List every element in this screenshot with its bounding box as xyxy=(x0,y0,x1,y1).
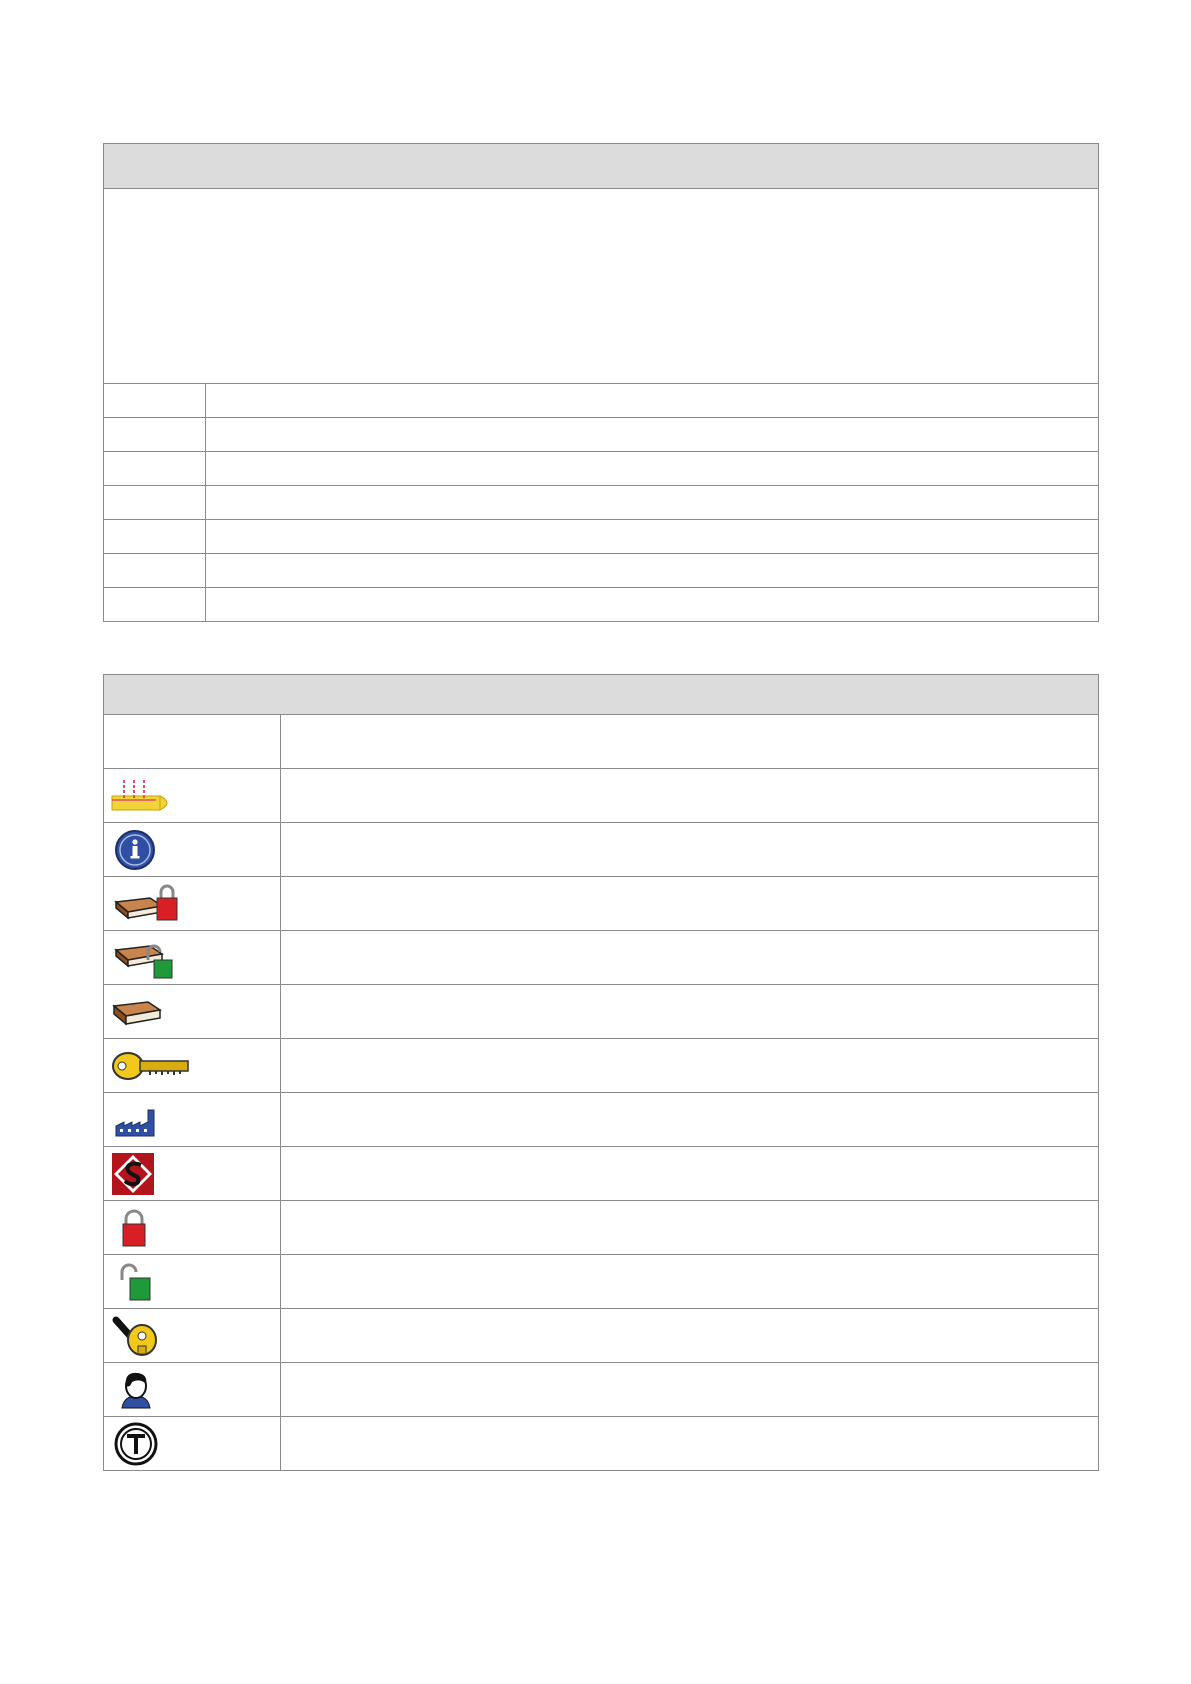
book-icon xyxy=(110,992,280,1032)
table-row xyxy=(104,1363,1099,1417)
top-table-description xyxy=(104,189,1099,384)
description-column-header xyxy=(281,715,1099,769)
key-pen-icon xyxy=(110,1314,280,1358)
row-value xyxy=(206,588,1099,622)
icon-description xyxy=(281,1039,1099,1093)
book-unlocked-icon xyxy=(110,936,280,980)
table-row xyxy=(104,769,1099,823)
icon-description xyxy=(281,985,1099,1039)
icon-description xyxy=(281,1417,1099,1471)
factory-icon xyxy=(110,1100,280,1140)
table-row xyxy=(104,1147,1099,1201)
row-key xyxy=(104,452,206,486)
table-row xyxy=(104,1039,1099,1093)
row-key xyxy=(104,384,206,418)
top-table-header xyxy=(104,144,1099,189)
row-value xyxy=(206,452,1099,486)
icon-description xyxy=(281,1255,1099,1309)
icon-description xyxy=(281,1201,1099,1255)
circle-t-icon xyxy=(110,1421,280,1467)
table-row xyxy=(104,1309,1099,1363)
table-row xyxy=(104,877,1099,931)
table-row xyxy=(104,1255,1099,1309)
icon-table-header xyxy=(104,675,1099,715)
icon-description xyxy=(281,769,1099,823)
user-icon xyxy=(110,1368,280,1412)
icon-legend-table xyxy=(103,674,1099,1471)
table-row xyxy=(104,1201,1099,1255)
table-row xyxy=(104,1417,1099,1471)
row-key xyxy=(104,588,206,622)
table-row xyxy=(104,931,1099,985)
icon-description xyxy=(281,931,1099,985)
row-key xyxy=(104,554,206,588)
icon-description xyxy=(281,1147,1099,1201)
icon-description xyxy=(281,1309,1099,1363)
row-key xyxy=(104,418,206,452)
table-row xyxy=(104,1093,1099,1147)
icon-description xyxy=(281,877,1099,931)
thermometer-flag-icon xyxy=(110,776,280,816)
row-value xyxy=(206,554,1099,588)
service-diamond-icon xyxy=(110,1151,280,1197)
row-key xyxy=(104,520,206,554)
padlock-closed-icon xyxy=(110,1206,280,1250)
row-value xyxy=(206,520,1099,554)
icon-description xyxy=(281,1363,1099,1417)
info-icon xyxy=(110,828,280,872)
icon-description xyxy=(281,1093,1099,1147)
key-icon xyxy=(110,1046,280,1086)
table-row xyxy=(104,985,1099,1039)
icon-column-header xyxy=(104,715,281,769)
table-row xyxy=(104,823,1099,877)
row-value xyxy=(206,486,1099,520)
row-key xyxy=(104,486,206,520)
icon-description xyxy=(281,823,1099,877)
row-value xyxy=(206,384,1099,418)
padlock-open-icon xyxy=(110,1260,280,1304)
top-table xyxy=(103,143,1099,622)
row-value xyxy=(206,418,1099,452)
book-locked-icon xyxy=(110,882,280,926)
